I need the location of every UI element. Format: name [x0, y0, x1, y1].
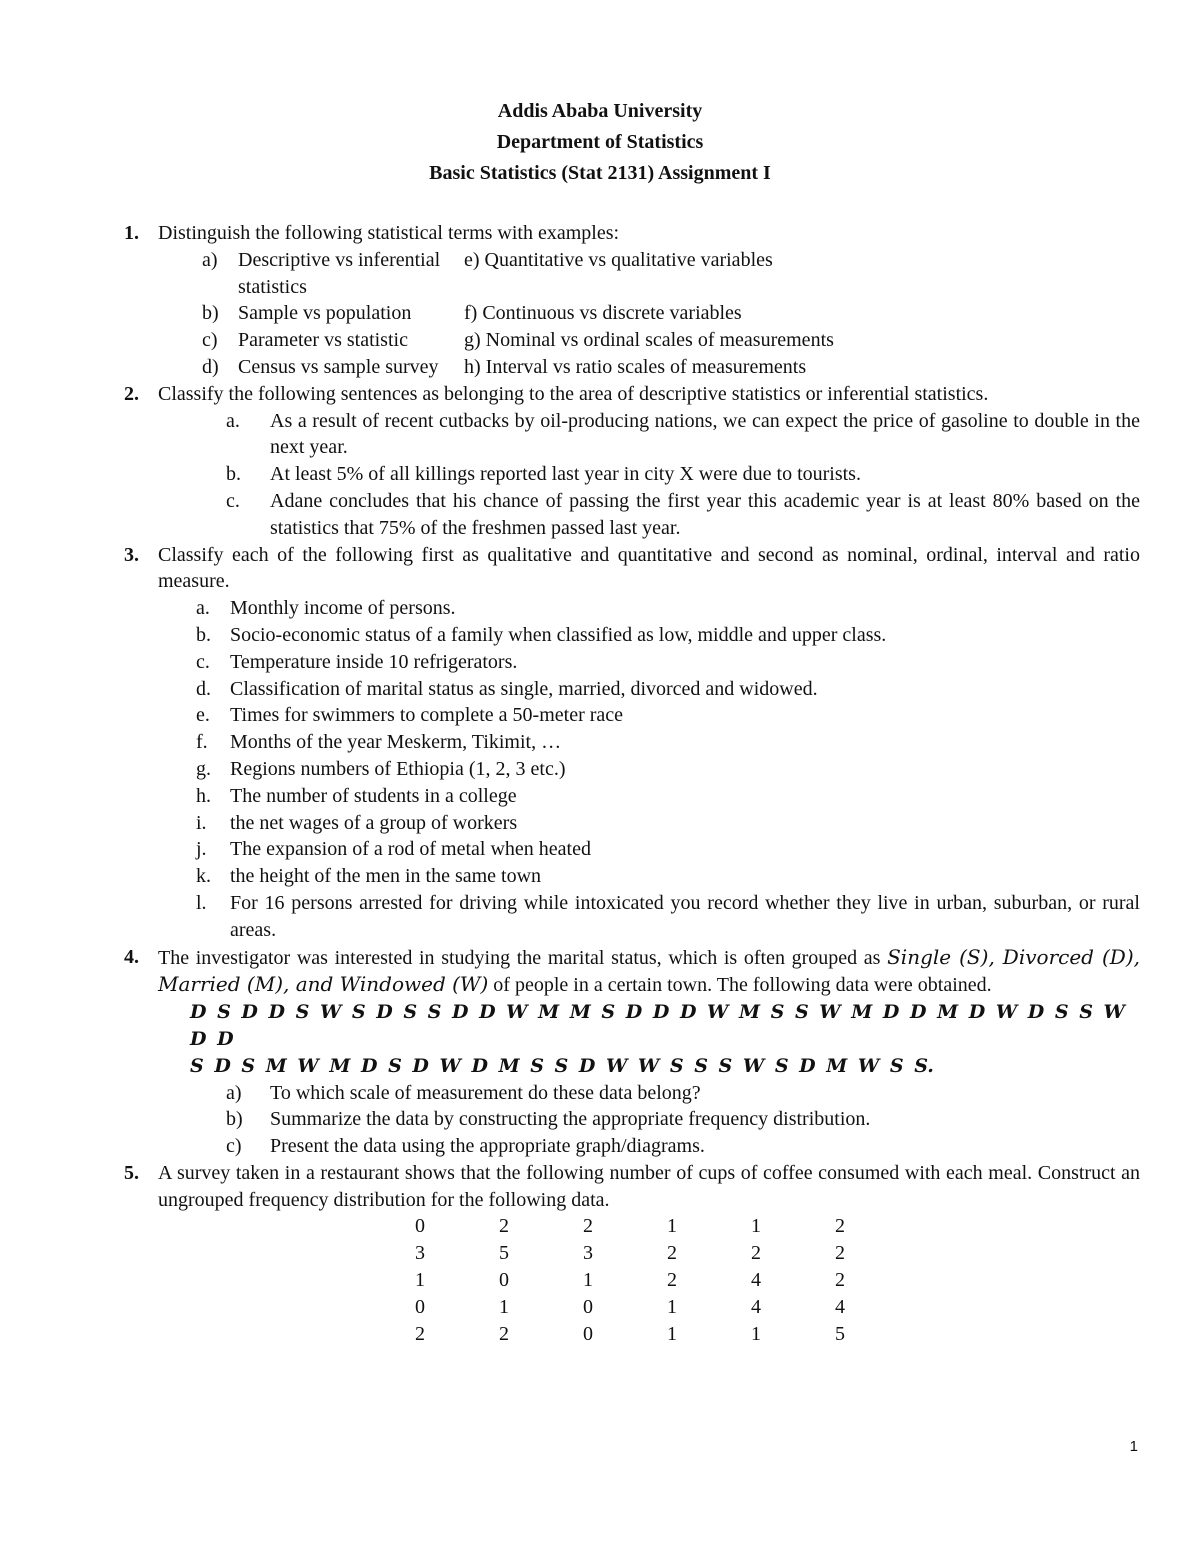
item-text: For 16 persons arrested for driving while intoxicated you record whether they live in urban, suburban, or rural areas. — [230, 891, 1140, 941]
list-item — [118, 595, 1140, 622]
q1-row — [118, 247, 1140, 301]
item-text: Times for swimmers to complete a 50-meter race — [230, 704, 624, 727]
list-item — [118, 676, 1140, 703]
item-label: e. — [196, 704, 210, 727]
list-item — [118, 649, 1140, 676]
question-text: Classify the following sentences as belonging to the area of descriptive statistics or inferential statistics. — [158, 382, 989, 405]
table-cell: 2 — [835, 1215, 845, 1238]
list-item — [118, 836, 1140, 863]
item-label: j. — [196, 838, 207, 861]
table-cell: 2 — [415, 1322, 425, 1345]
table-cell: 2 — [499, 1322, 509, 1345]
item-text: Months of the year Meskerm, Tikimit, … — [230, 731, 562, 754]
item-text: Regions numbers of Ethiopia (1, 2, 3 etc.) — [230, 757, 566, 780]
q1-row — [118, 354, 1140, 381]
question-3 — [118, 542, 1140, 596]
table-cell: 1 — [667, 1322, 677, 1345]
item-text: Classification of marital status as single, married, divorced and widowed. — [230, 677, 818, 700]
item-label: c. — [196, 650, 210, 673]
list-item — [118, 702, 1140, 729]
item-label: a) — [226, 1081, 242, 1104]
question-4 — [118, 944, 1140, 1000]
table-row — [378, 1240, 882, 1267]
table-cell: 2 — [835, 1242, 845, 1265]
item-label: i. — [196, 811, 207, 834]
question-number: 3. — [124, 543, 139, 566]
item-text: Summarize the data by constructing the appropriate frequency distribution. — [270, 1108, 871, 1131]
table-cell: 3 — [583, 1242, 593, 1265]
question-number: 1. — [124, 222, 139, 244]
item-text: The expansion of a rod of metal when heated — [230, 838, 591, 861]
list-item — [118, 863, 1140, 890]
question-2 — [118, 381, 1140, 408]
item-label: d. — [196, 677, 211, 700]
coffee-data-table — [378, 1213, 882, 1347]
table-cell: 1 — [667, 1215, 677, 1238]
list-item — [118, 1133, 1140, 1160]
list-item — [118, 810, 1140, 837]
table-cell: 2 — [667, 1242, 677, 1265]
table-row — [378, 1294, 882, 1321]
item-text: g) Nominal vs ordinal scales of measurements — [464, 329, 834, 352]
table-cell: 2 — [667, 1269, 677, 1292]
item-text: e) Quantitative vs qualitative variables — [464, 248, 773, 271]
table-cell: 0 — [415, 1215, 425, 1238]
table-row — [378, 1321, 882, 1348]
table-cell: 4 — [835, 1295, 845, 1318]
question-number: 2. — [124, 382, 139, 405]
document-header — [0, 96, 1200, 189]
assignment-title: Basic Statistics (Stat 2131) Assignment I — [429, 162, 771, 184]
table-cell: 0 — [583, 1322, 593, 1345]
item-label: k. — [196, 865, 211, 888]
item-text: To which scale of measurement do these data belong? — [270, 1081, 701, 1104]
table-cell: 1 — [583, 1269, 593, 1292]
table-row — [378, 1267, 882, 1294]
list-item — [118, 1080, 1140, 1107]
item-text: the height of the men in the same town — [230, 865, 542, 888]
item-label: a. — [196, 597, 210, 620]
item-text: At least 5% of all killings reported last year in city X were due to tourists. — [270, 463, 861, 486]
item-text: Descriptive vs inferential statistics — [238, 248, 441, 298]
table-row — [378, 1213, 882, 1240]
item-label: b) — [202, 302, 219, 325]
item-label: c) — [226, 1135, 242, 1158]
table-cell: 0 — [499, 1269, 509, 1292]
department-name: Department of Statistics — [496, 131, 704, 153]
list-item — [118, 408, 1140, 462]
item-text: Present the data using the appropriate graph/diagrams. — [270, 1135, 705, 1158]
item-label: b) — [226, 1108, 243, 1131]
table-cell: 1 — [499, 1295, 509, 1318]
item-label: g. — [196, 757, 211, 780]
item-text: Sample vs population — [238, 302, 412, 325]
table-cell: 2 — [583, 1215, 593, 1238]
item-label: c. — [226, 489, 240, 512]
item-label: c) — [202, 329, 218, 352]
table-cell: 4 — [751, 1269, 761, 1292]
list-item — [118, 622, 1140, 649]
item-label: h. — [196, 784, 211, 807]
table-cell: 1 — [751, 1215, 761, 1238]
item-text: Adane concludes that his chance of passing the first year this academic year is at least 80% based on the statistics that 75% of the freshmen passed last year. — [270, 489, 1140, 539]
item-text: Temperature inside 10 refrigerators. — [230, 650, 518, 673]
question-5 — [118, 1160, 1140, 1214]
table-cell: 2 — [499, 1215, 509, 1238]
list-item — [118, 890, 1140, 944]
table-cell: 3 — [415, 1242, 425, 1265]
list-item — [118, 783, 1140, 810]
item-text: Census vs sample survey — [238, 355, 439, 378]
page-number: 1 — [1129, 1438, 1138, 1455]
question-number: 5. — [124, 1161, 139, 1184]
table-cell: 4 — [751, 1295, 761, 1318]
question-text-end: of people in a certain town. The following data were obtained. — [488, 974, 992, 997]
q1-row — [118, 300, 1140, 327]
table-cell: 0 — [583, 1295, 593, 1318]
item-label: a) — [202, 248, 218, 271]
table-cell: 5 — [835, 1322, 845, 1345]
question-number: 4. — [124, 945, 139, 968]
item-text: The number of students in a college — [230, 784, 517, 807]
data-sequence-line-1: D S D D S W S D S S D D W M M S D D D W M S S W M D D M D W D S S W D D — [190, 1001, 1125, 1050]
table-cell: 1 — [667, 1295, 677, 1318]
list-item — [118, 756, 1140, 783]
data-sequence-line-2: S D S M W M D S D W D M S S D W W S S S W S D M W S S. — [190, 1054, 934, 1077]
item-text: Monthly income of persons. — [230, 597, 456, 620]
item-text: h) Interval vs ratio scales of measurements — [464, 355, 807, 378]
table-cell: 0 — [415, 1295, 425, 1318]
table-cell: 1 — [415, 1269, 425, 1292]
list-item — [118, 729, 1140, 756]
item-label: b. — [226, 463, 241, 486]
document-body — [118, 220, 1140, 1347]
university-name: Addis Ababa University — [497, 100, 703, 122]
table-cell: 1 — [751, 1322, 761, 1345]
question-1 — [118, 220, 1140, 247]
item-label: b. — [196, 623, 211, 646]
list-item — [118, 488, 1140, 542]
item-text: f) Continuous vs discrete variables — [464, 302, 742, 325]
category-list: Single (S), Divorced (D), Married (M), and Windowed (W) — [158, 944, 1140, 997]
item-text: the net wages of a group of workers — [230, 811, 518, 834]
question-text: The investigator was interested in studying the marital status, which is often grouped as — [158, 946, 888, 969]
item-label: f. — [196, 731, 208, 754]
item-text: Socio-economic status of a family when classified as low, middle and upper class. — [230, 623, 887, 646]
item-label: l. — [196, 891, 207, 914]
question-text: Classify each of the following first as qualitative and quantitative and second as nominal, ordinal, interval and ratio measure. — [158, 543, 1140, 593]
item-label: a. — [226, 409, 240, 432]
question-text: Distinguish the following statistical terms with examples: — [158, 222, 620, 244]
item-text: Parameter vs statistic — [238, 329, 408, 352]
item-text: As a result of recent cutbacks by oil-producing nations, we can expect the price of gasoline to double in the next year. — [270, 409, 1140, 459]
table-cell: 2 — [835, 1269, 845, 1292]
table-cell: 5 — [499, 1242, 509, 1265]
table-cell: 2 — [751, 1242, 761, 1265]
item-label: d) — [202, 355, 219, 378]
question-text: A survey taken in a restaurant shows that the following number of cups of coffee consumed with each meal. Construct an ungrouped frequency distribution for the following data. — [158, 1161, 1140, 1211]
list-item — [118, 1106, 1140, 1133]
list-item — [118, 461, 1140, 488]
q1-row — [118, 327, 1140, 354]
